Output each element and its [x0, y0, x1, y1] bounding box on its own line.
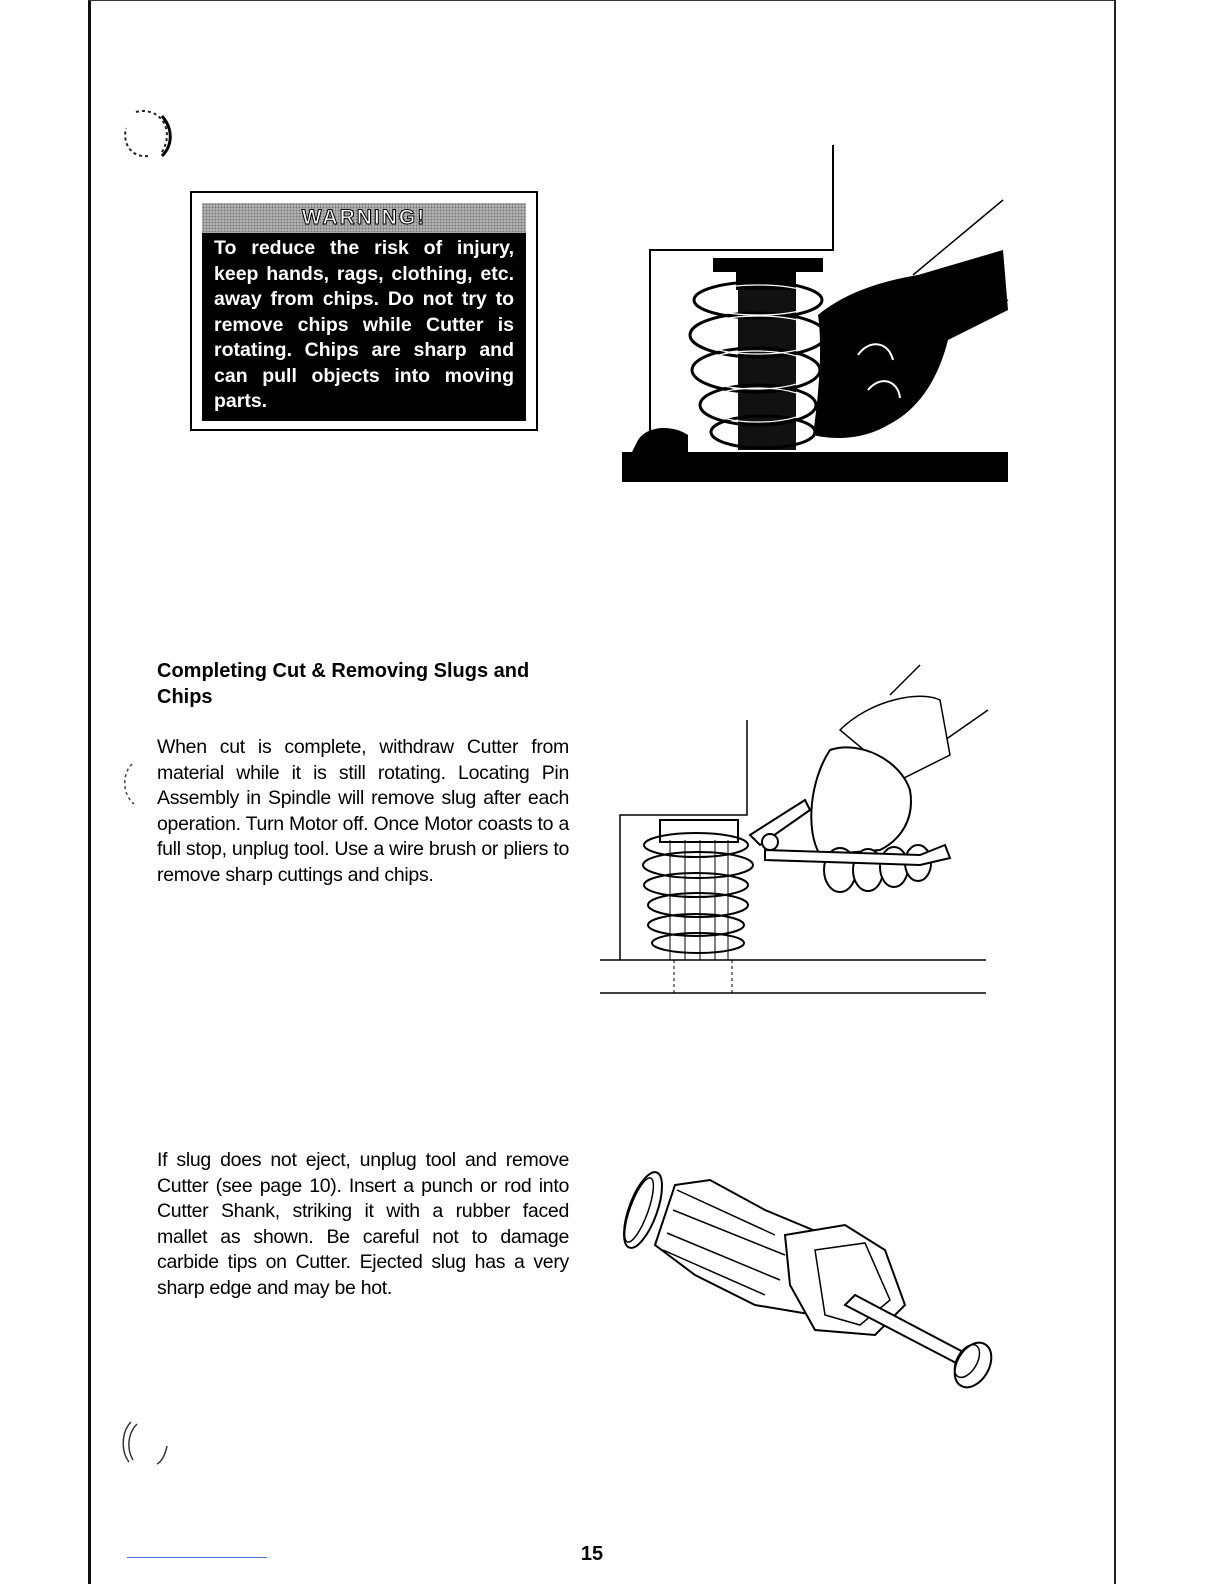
binder-hole-top — [118, 108, 178, 160]
warning-box — [190, 191, 538, 431]
warning-text: To reduce the risk of injury, keep hands, rags, clothing, etc. away from chips. Do not try to remove chips while Cutter is rotating. Chips are sharp and can pull objects into moving parts. — [214, 237, 514, 412]
chips-hazard-illustration — [618, 140, 1013, 485]
pliers-removing-chips-illustration — [600, 660, 992, 1000]
page-border-left — [88, 0, 91, 1584]
cutter-punch-illustration — [615, 1155, 1005, 1400]
binder-hole-middle — [118, 760, 158, 810]
paragraph-slug-ejection: If slug does not eject, unplug tool and remove Cutter (see page 10). Insert a punch or rod into Cutter Shank, striking it with a rubber faced mallet as shown. Be careful not to damage carbide tips on Cutter. Ejected slug has a very sharp edge and may be hot. — [157, 1149, 569, 1299]
section-heading: Completing Cut & Removing Slugs and Chips — [157, 660, 530, 708]
paragraph-completing-cut: When cut is complete, withdraw Cutter from material while it is still rotating. Locating Pin Assembly in Spindle will remove slug after each operation. Turn Motor off. Once Motor coasts to a full stop, unplug tool. Use a wire brush or pliers to remove sharp cuttings and chips. — [157, 736, 569, 886]
binder-hole-bottom — [115, 1418, 175, 1468]
warning-panel — [202, 203, 526, 421]
page-border-right — [1114, 0, 1116, 1584]
page-border-top — [88, 0, 1116, 1]
warning-title: WARNING! — [202, 203, 526, 233]
footer-rule — [127, 1557, 267, 1558]
page-number: 15 — [580, 1543, 604, 1565]
